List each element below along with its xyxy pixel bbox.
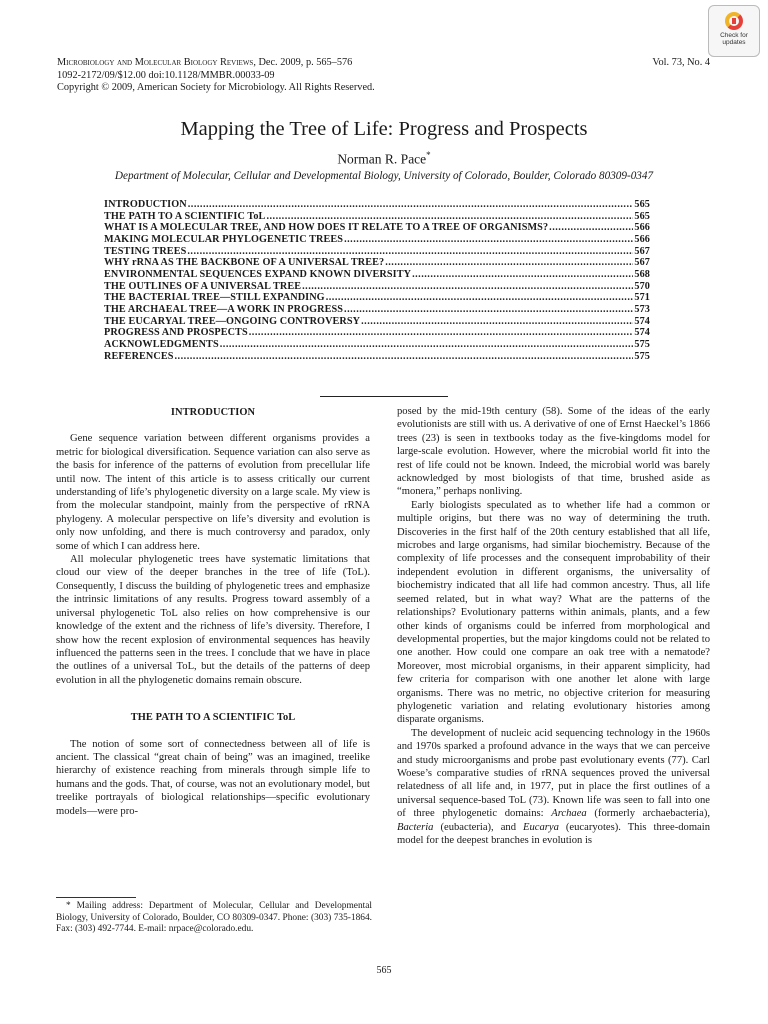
copyright-line: Copyright © 2009, American Society for Microbiology. All Rights Reserved. — [57, 82, 375, 94]
journal-citation: , Dec. 2009, p. 565–576 — [253, 57, 353, 68]
section-heading-introduction: INTRODUCTION — [170, 407, 256, 418]
section-divider — [320, 396, 448, 397]
toc-entry-page: 567 — [634, 257, 650, 269]
paragraph: The development of nucleic acid sequencing technology in the 1960s and 1970s sparked a profound advance in the ways that we can perceive and study microorganisms and probe past evolutionary events (77). Carl Woese’s comparative studies of rRNA sequences proved the universal relatedness of all life and, in 1977, put in place the first outlines of a universal sequence-based ToL (73). Known life was seen to fall into one of three phylogenetic domains: Archaea (formerly archaebacteria), Bacteria (eubacteria), and Eucarya (eucaryotes). This three-domain model for the deepest branches in evolution is — [397, 727, 710, 846]
journal-header — [57, 57, 375, 95]
toc-entry-label: THE BACTERIAL TREE—STILL EXPANDING — [104, 292, 325, 304]
left-column — [56, 406, 370, 818]
paragraph: The notion of some sort of connectedness between all of life is ancient. The classical “great chain of being” was an imagined, treelike hierarchy of existence reaching from minerals through simple life to humans and the gods. That, of course, was not an evolutionary model, but treelike portrayals of biological relationships—specific evolutionary models—were pro- — [56, 738, 370, 817]
toc-entry[interactable] — [104, 234, 650, 246]
toc-entry[interactable] — [104, 199, 650, 211]
toc-entry-label: ENVIRONMENTAL SEQUENCES EXPAND KNOWN DIVERSITY — [104, 268, 412, 280]
toc-entry[interactable] — [104, 316, 650, 328]
toc-entry-page: 574 — [634, 327, 650, 339]
footnote-text: Mailing address: Department of Molecular, Cellular and Developmental Biology, University of Colorado, Boulder, CO 80309-0347. Phone: (303) 735-1864. Fax: (303) 492-7744. E-mail: nrpace@colorado.edu. — [56, 901, 372, 935]
toc-entry-label: ACKNOWLEDGMENTS — [104, 338, 219, 350]
toc-entry-page: 575 — [634, 350, 650, 362]
toc-entry[interactable] — [104, 351, 650, 363]
table-of-contents — [104, 199, 650, 362]
issn-doi-line: 1092-2172/09/$12.00 doi:10.1128/MMBR.00033-09 — [57, 69, 275, 81]
badge-label-line2: updates — [722, 39, 746, 46]
toc-entry-page: 565 — [634, 199, 650, 210]
toc-entry-label: INTRODUCTION — [104, 199, 187, 210]
toc-entry-label: THE ARCHAEAL TREE—A WORK IN PROGRESS — [104, 303, 344, 315]
journal-citation-line — [57, 57, 375, 70]
paragraph: Gene sequence variation between different organisms provides a metric for biological diversification. Sequence variation can also serve as the basis for inference of the patterns of evolution from precellular life until now. The intent of this article is to assess critically our current understanding of life’s phylogenetic diversity on a large scale. My view is from the molecular standpoint, mainly from the perspective of rRNA phylogeny. A molecular perspective on life’s diversity and evolution is only now unfolding, and there is much controversy and paradox, only some of which I can address here. — [56, 433, 370, 552]
toc-entry-page: 566 — [634, 233, 650, 245]
domain-eucarya: Eucarya — [523, 821, 559, 833]
footnote-mark: * — [66, 901, 71, 911]
badge-label-line1: Check for — [720, 32, 748, 39]
toc-entry[interactable] — [104, 339, 650, 351]
toc-entry-label: MAKING MOLECULAR PHYLOGENETIC TREES — [104, 233, 344, 245]
toc-entry[interactable] — [104, 292, 650, 304]
correspondence-footnote — [56, 901, 372, 936]
toc-entry-label: THE EUCARYAL TREE—ONGOING CONTROVERSY — [104, 315, 361, 327]
toc-entry-label: REFERENCES — [104, 350, 174, 362]
volume-issue: Vol. 73, No. 4 — [652, 57, 710, 68]
toc-entry[interactable] — [104, 222, 650, 234]
toc-entry-label: WHAT IS A MOLECULAR TREE, AND HOW DOES IT RELATE TO A TREE OF ORGANISMS? — [104, 222, 549, 234]
paragraph: Early biologists speculated as to whether life had a common or multiple origins, but there was no way of determining the truth. Discoveries in the first half of the 20th century established that all life, microbes and large organisms, had similar biochemistry. Because of the complexity of life processes and the consequent improbability of their independent evolution in different organisms, the universality of biochemistry indicated that all life had common ancestry. Thus, all life seemed related, but in what way? What are the patterns of the relationships? Evolutionary patterns within animals, plants, and a few other kinds of organisms could be inferred from morphological and developmental properties, but the major kingdoms could not be related to one another. How could one compare an oak tree with a nematode? Moreover, most microbial organisms, in their apparent simplicity, had few criteria for comparison with one another let alone with large organisms. There was no metric, no objective criterion for measuring phylogenetic variation and relating evolutionary histories among disparate organisms. — [397, 499, 710, 726]
check-for-updates-badge[interactable] — [708, 5, 760, 57]
toc-entry-label: WHY rRNA AS THE BACKBONE OF A UNIVERSAL TREE? — [104, 257, 385, 269]
section-heading-path-to-tol: THE PATH TO A SCIENTIFIC ToL — [130, 712, 296, 724]
paragraph: All molecular phylogenetic trees have systematic limitations that cloud our view of the deeper branches in the tree of life (ToL). Consequently, I discuss the building of phylogenetic trees and emphasize the intrinsic limitations of any results. Progress toward assembly of a universal phylogenetic ToL also relies on how comprehensive is our knowledge of the extent and the richness of life’s diversity. Therefore, I show how the recent explosion of environmental sequences has heavily influenced the patterns seen in the trees. I conclude that we have in place the outlines of a universal ToL, but the details of the patterns of deep evolution in all the phylogenetic domains remain obscure. — [56, 554, 370, 686]
check-for-updates-icon — [725, 12, 743, 30]
toc-entry[interactable] — [104, 246, 650, 258]
paragraph: posed by the mid-19th century (58). Some of the ideas of the early evolutionists are still with us. A derivative of one of Ernst Haeckel’s 1866 trees (23) is seen in textbooks today as the five-kingdoms model for large-scale evolution. However, where the microbial world fit into the rest of life could not be known. Indeed, the microbial world was barely acknowledged by most biologists of that time, brushed aside as “monera,” perhaps nonliving. — [397, 406, 710, 498]
author-affiliation: Department of Molecular, Cellular and Developmental Biology, University of Colorado, Boulder, Colorado 80309-0347 — [114, 170, 654, 182]
author-name: Norman R. Pace — [337, 151, 427, 167]
toc-entry-page: 565 — [634, 210, 650, 222]
toc-entry-page: 571 — [634, 292, 650, 304]
article-title: Mapping the Tree of Life: Progress and Prospects — [180, 118, 588, 140]
toc-entry-label: THE PATH TO A SCIENTIFIC ToL — [104, 210, 266, 222]
author-line — [0, 150, 768, 168]
toc-entry[interactable] — [104, 211, 650, 223]
toc-entry[interactable] — [104, 269, 650, 281]
toc-entry[interactable] — [104, 257, 650, 269]
toc-entry-page: 575 — [634, 338, 650, 350]
right-column — [397, 405, 710, 847]
toc-entry-label: PROGRESS AND PROSPECTS — [104, 327, 248, 339]
toc-entry-page: 568 — [634, 268, 650, 280]
author-footnote-mark: * — [426, 150, 431, 160]
footnote-rule — [56, 897, 136, 898]
domain-bacteria: Bacteria — [397, 821, 434, 833]
toc-entry-page: 566 — [634, 222, 650, 234]
toc-entry[interactable] — [104, 281, 650, 293]
toc-entry[interactable] — [104, 327, 650, 339]
toc-entry-page: 573 — [634, 303, 650, 315]
domain-archaea: Archaea — [551, 808, 587, 820]
page-number: 565 — [376, 965, 392, 976]
toc-entry-page: 574 — [634, 315, 650, 327]
toc-entry-page: 570 — [634, 280, 650, 292]
toc-entry-label: TESTING TREES — [104, 245, 187, 257]
toc-entry-page: 567 — [634, 245, 650, 257]
journal-name: Microbiology and Molecular Biology Reviews — [57, 57, 254, 68]
toc-entry-label: THE OUTLINES OF A UNIVERSAL TREE — [104, 280, 302, 292]
toc-entry[interactable] — [104, 304, 650, 316]
